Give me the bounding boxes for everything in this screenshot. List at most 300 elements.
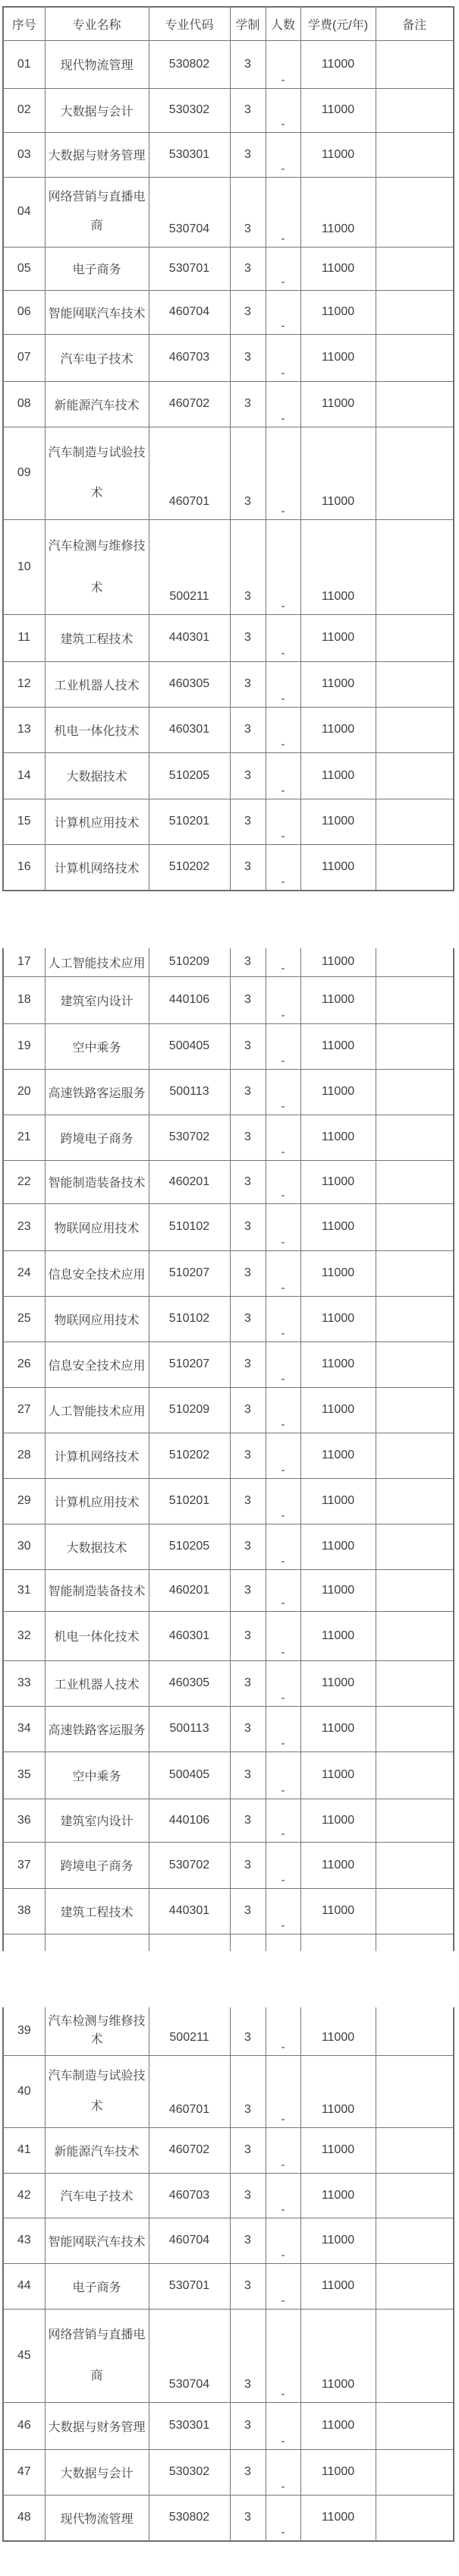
cell-note <box>376 1069 454 1115</box>
table-row <box>3 2495 454 2541</box>
cell-index: 20 <box>3 1069 45 1115</box>
header-cell-count: 人数 <box>266 7 300 40</box>
table-row <box>3 707 454 752</box>
cell-fee: 11000 <box>300 614 376 661</box>
dash-placeholder: - <box>281 2158 285 2171</box>
cell-duration: 3 <box>230 1524 266 1569</box>
dash-placeholder: - <box>281 1691 285 1704</box>
cell-count <box>266 427 300 519</box>
dash-placeholder: - <box>281 1235 285 1249</box>
cell-index: 26 <box>3 1342 45 1387</box>
dash-placeholder: - <box>281 1417 285 1431</box>
cell-fee: 11000 <box>300 1342 376 1387</box>
table-row <box>3 1751 454 1799</box>
cell-fee: 11000 <box>300 2007 376 2055</box>
cell-fee: 11000 <box>300 1069 376 1115</box>
cell-fee: 11000 <box>300 2449 376 2495</box>
cell-count <box>266 1799 300 1842</box>
cell-major-code: 510209 <box>149 1387 230 1433</box>
cell-major-name: 人工智能技术应用 <box>45 948 149 976</box>
cell-fee: 11000 <box>300 519 376 614</box>
cell-duration: 3 <box>230 707 266 752</box>
cell-fee: 11000 <box>300 2055 376 2127</box>
table-row <box>3 1660 454 1706</box>
cell-note <box>376 334 454 381</box>
cell-note <box>376 1387 454 1433</box>
cell-duration: 3 <box>230 2449 266 2495</box>
table-row <box>3 1569 454 1611</box>
cell-note <box>376 1296 454 1342</box>
cell-index: 01 <box>3 40 45 88</box>
table-row <box>3 799 454 844</box>
cell-duration: 3 <box>230 177 266 247</box>
cell-fee: 11000 <box>300 290 376 334</box>
dash-placeholder: - <box>281 504 285 518</box>
cell-major-code <box>149 1934 230 1951</box>
cell-note <box>376 976 454 1023</box>
dash-placeholder: - <box>281 1783 285 1797</box>
cell-index: 30 <box>3 1524 45 1569</box>
cell-duration: 3 <box>230 1706 266 1751</box>
cell-count <box>266 1934 300 1951</box>
cell-note <box>376 2127 454 2173</box>
majors-table-part-3 <box>2 2007 454 2542</box>
dash-placeholder: - <box>281 1509 285 1522</box>
cell-duration: 3 <box>230 1842 266 1888</box>
cell-count <box>266 661 300 707</box>
cell-note <box>376 707 454 752</box>
table-row <box>3 2055 454 2127</box>
cell-note <box>376 2263 454 2309</box>
cell-duration: 3 <box>230 1115 266 1160</box>
cell-major-name: 计算机网络技术 <box>45 844 149 891</box>
cell-note <box>376 752 454 799</box>
cell-major-code: 500113 <box>149 1069 230 1115</box>
cell-duration: 3 <box>230 381 266 427</box>
table-header <box>3 7 454 40</box>
cell-index: 11 <box>3 614 45 661</box>
cell-fee <box>300 1934 376 1951</box>
cell-major-name: 新能源汽车技术 <box>45 381 149 427</box>
cell-note <box>376 2007 454 2055</box>
cell-note <box>376 844 454 891</box>
cell-count <box>266 1751 300 1799</box>
cell-index: 24 <box>3 1250 45 1296</box>
cell-major-name: 电子商务 <box>45 2263 149 2309</box>
cell-index: 15 <box>3 799 45 844</box>
cell-index: 33 <box>3 1660 45 1706</box>
dash-placeholder: - <box>281 784 285 797</box>
cell-note <box>376 1706 454 1751</box>
table-row <box>3 661 454 707</box>
table-row <box>3 1250 454 1296</box>
header-cell-duration: 学制 <box>230 7 266 40</box>
cell-major-code: 510202 <box>149 844 230 891</box>
cell-index: 44 <box>3 2263 45 2309</box>
cell-fee: 11000 <box>300 2127 376 2173</box>
dash-placeholder: - <box>281 411 285 425</box>
cell-count <box>266 132 300 177</box>
majors-table-part-2 <box>2 948 454 1951</box>
cell-fee: 11000 <box>300 844 376 891</box>
cell-fee: 11000 <box>300 334 376 381</box>
cell-duration: 3 <box>230 1296 266 1342</box>
cell-note <box>376 1842 454 1888</box>
cell-major-name: 汽车检测与维修技术 <box>45 2007 149 2055</box>
header-cell-major-name: 专业名称 <box>45 7 149 40</box>
cell-count <box>266 1524 300 1569</box>
cell-major-name: 网络营销与直播电商 <box>45 177 149 247</box>
cell-index: 22 <box>3 1160 45 1203</box>
cell-index: 12 <box>3 661 45 707</box>
cell-duration: 3 <box>230 661 266 707</box>
cell-major-code: 510207 <box>149 1250 230 1296</box>
cell-major-code: 460701 <box>149 2055 230 2127</box>
cell-duration: 3 <box>230 1433 266 1478</box>
dash-placeholder: - <box>281 646 285 660</box>
cell-count <box>266 2309 300 2402</box>
cell-fee: 11000 <box>300 427 376 519</box>
cell-index: 41 <box>3 2127 45 2173</box>
cell-duration: 3 <box>230 2495 266 2541</box>
cell-major-name: 大数据与财务管理 <box>45 2402 149 2449</box>
cell-note <box>376 1433 454 1478</box>
cell-count <box>266 88 300 132</box>
cell-duration: 3 <box>230 1611 266 1660</box>
dash-placeholder: - <box>281 692 285 705</box>
cell-duration: 3 <box>230 88 266 132</box>
cell-count <box>266 1706 300 1751</box>
cell-index: 05 <box>3 247 45 290</box>
cell-index <box>3 1934 45 1951</box>
cell-count <box>266 519 300 614</box>
cell-count <box>266 707 300 752</box>
dash-placeholder: - <box>281 1827 285 1840</box>
cell-major-code: 460305 <box>149 661 230 707</box>
cell-major-code: 500113 <box>149 1706 230 1751</box>
cell-duration: 3 <box>230 1751 266 1799</box>
cell-major-name <box>45 1934 149 1951</box>
table-row <box>3 40 454 88</box>
cell-note <box>376 1478 454 1524</box>
cell-fee: 11000 <box>300 2263 376 2309</box>
cell-duration: 3 <box>230 799 266 844</box>
cell-duration: 3 <box>230 2055 266 2127</box>
cell-duration: 3 <box>230 427 266 519</box>
cell-duration: 3 <box>230 334 266 381</box>
table-row <box>3 1842 454 1888</box>
cell-count <box>266 2495 300 2541</box>
cell-index: 27 <box>3 1387 45 1433</box>
cell-note <box>376 1115 454 1160</box>
table-row <box>3 177 454 247</box>
cell-fee: 11000 <box>300 1250 376 1296</box>
cell-duration: 3 <box>230 1342 266 1387</box>
cell-fee: 11000 <box>300 1799 376 1842</box>
cell-fee: 11000 <box>300 2173 376 2218</box>
dash-placeholder: - <box>281 2040 285 2054</box>
cell-fee: 11000 <box>300 177 376 247</box>
header-cell-major-code: 专业代码 <box>149 7 230 40</box>
cell-major-name: 建筑室内设计 <box>45 976 149 1023</box>
cell-fee: 11000 <box>300 2402 376 2449</box>
cell-note <box>376 2402 454 2449</box>
cell-count <box>266 381 300 427</box>
cell-fee: 11000 <box>300 1115 376 1160</box>
table-row <box>3 752 454 799</box>
cell-index: 03 <box>3 132 45 177</box>
dash-placeholder: - <box>281 1145 285 1159</box>
cell-major-name: 信息安全技术应用 <box>45 1250 149 1296</box>
cell-index: 31 <box>3 1569 45 1611</box>
table-row <box>3 1203 454 1250</box>
cell-index: 42 <box>3 2173 45 2218</box>
cell-major-name: 智能制造装备技术 <box>45 1160 149 1203</box>
cell-note <box>376 1799 454 1842</box>
cell-count <box>266 1115 300 1160</box>
header-row <box>3 7 454 40</box>
cell-index: 34 <box>3 1706 45 1751</box>
cell-count <box>266 1250 300 1296</box>
cell-count <box>266 1387 300 1433</box>
cell-duration: 3 <box>230 844 266 891</box>
cell-fee: 11000 <box>300 1296 376 1342</box>
cell-count <box>266 2449 300 2495</box>
cell-major-code: 440301 <box>149 614 230 661</box>
cell-index: 06 <box>3 290 45 334</box>
cell-major-name: 跨境电子商务 <box>45 1115 149 1160</box>
cell-duration: 3 <box>230 132 266 177</box>
cell-index: 39 <box>3 2007 45 2055</box>
cell-major-name: 现代物流管理 <box>45 40 149 88</box>
dash-placeholder: - <box>281 275 285 288</box>
cell-major-code: 460703 <box>149 2173 230 2218</box>
cell-fee: 11000 <box>300 1842 376 1888</box>
cell-duration: 3 <box>230 2127 266 2173</box>
cell-major-name: 大数据技术 <box>45 752 149 799</box>
cell-fee: 11000 <box>300 1611 376 1660</box>
cell-major-name: 大数据与会计 <box>45 88 149 132</box>
cell-index: 46 <box>3 2402 45 2449</box>
cell-note <box>376 381 454 427</box>
cell-major-name: 机电一体化技术 <box>45 1611 149 1660</box>
cell-note <box>376 177 454 247</box>
cell-major-code: 440106 <box>149 1799 230 1842</box>
cell-major-code: 460301 <box>149 1611 230 1660</box>
table-row <box>3 844 454 891</box>
header-cell-note: 备注 <box>376 7 454 40</box>
cell-note <box>376 1023 454 1069</box>
dash-placeholder: - <box>281 829 285 843</box>
cell-major-code: 460703 <box>149 334 230 381</box>
dash-placeholder: - <box>281 1281 285 1294</box>
cell-duration: 3 <box>230 1569 266 1611</box>
cell-duration: 3 <box>230 1023 266 1069</box>
table-row <box>3 2263 454 2309</box>
cell-major-code: 460201 <box>149 1569 230 1611</box>
cell-fee: 11000 <box>300 1888 376 1934</box>
cell-fee: 11000 <box>300 1569 376 1611</box>
dash-placeholder: - <box>281 1188 285 1202</box>
cell-count <box>266 1296 300 1342</box>
cell-major-code: 510205 <box>149 1524 230 1569</box>
table-row <box>3 2309 454 2402</box>
cell-count <box>266 1433 300 1478</box>
dash-placeholder: - <box>281 1054 285 1067</box>
cell-note <box>376 2449 454 2495</box>
cell-note <box>376 519 454 614</box>
table-row <box>3 1433 454 1478</box>
dash-placeholder: - <box>281 599 285 613</box>
cell-index: 28 <box>3 1433 45 1478</box>
cell-fee: 11000 <box>300 1433 376 1478</box>
cell-fee: 11000 <box>300 2309 376 2402</box>
cell-fee: 11000 <box>300 752 376 799</box>
cell-note <box>376 1160 454 1203</box>
cell-index: 10 <box>3 519 45 614</box>
cell-count <box>266 1888 300 1934</box>
cell-major-name: 汽车检测与维修技术 <box>45 519 149 614</box>
page-break-gap <box>0 1951 459 2007</box>
cell-note <box>376 1524 454 1569</box>
cell-index: 36 <box>3 1799 45 1842</box>
cell-major-name: 物联网应用技术 <box>45 1203 149 1250</box>
table-row <box>3 2402 454 2449</box>
cell-major-code: 510209 <box>149 948 230 976</box>
dash-placeholder: - <box>281 73 285 87</box>
table-row <box>3 2173 454 2218</box>
cell-fee: 11000 <box>300 1023 376 1069</box>
table-row <box>3 1611 454 1660</box>
cell-count <box>266 2173 300 2218</box>
cell-major-code: 460704 <box>149 2218 230 2263</box>
cell-duration: 3 <box>230 2173 266 2218</box>
table-row <box>3 1023 454 1069</box>
cell-index: 18 <box>3 976 45 1023</box>
table-row <box>3 2449 454 2495</box>
header-cell-index: 序号 <box>3 7 45 40</box>
cell-major-name: 计算机网络技术 <box>45 1433 149 1478</box>
cell-fee: 11000 <box>300 661 376 707</box>
cell-note <box>376 2218 454 2263</box>
cell-fee: 11000 <box>300 381 376 427</box>
cell-major-code: 530702 <box>149 1115 230 1160</box>
cell-fee: 11000 <box>300 948 376 976</box>
cell-index: 19 <box>3 1023 45 1069</box>
cell-count <box>266 1611 300 1660</box>
cell-major-name: 空中乘务 <box>45 1023 149 1069</box>
cell-note <box>376 1888 454 1934</box>
cell-duration: 3 <box>230 519 266 614</box>
cell-major-code: 460702 <box>149 381 230 427</box>
cell-note <box>376 132 454 177</box>
dash-placeholder: - <box>281 2480 285 2493</box>
cell-index: 14 <box>3 752 45 799</box>
table-row <box>3 381 454 427</box>
cell-duration: 3 <box>230 290 266 334</box>
table-row <box>3 290 454 334</box>
cell-major-code: 530302 <box>149 2449 230 2495</box>
dash-placeholder: - <box>281 117 285 131</box>
cell-duration: 3 <box>230 752 266 799</box>
cell-count <box>266 976 300 1023</box>
cell-index: 13 <box>3 707 45 752</box>
cell-major-name: 高速铁路客运服务 <box>45 1069 149 1115</box>
cell-major-name: 计算机应用技术 <box>45 1478 149 1524</box>
cell-index: 29 <box>3 1478 45 1524</box>
cell-major-name: 建筑工程技术 <box>45 1888 149 1934</box>
cell-count <box>266 1569 300 1611</box>
header-cell-fee: 学费(元/年) <box>300 7 376 40</box>
cell-index: 04 <box>3 177 45 247</box>
dash-placeholder: - <box>281 1596 285 1610</box>
page-break-gap <box>0 891 459 948</box>
dash-placeholder: - <box>281 162 285 175</box>
cell-major-name: 汽车制造与试验技术 <box>45 2055 149 2127</box>
cell-major-name: 智能制造装备技术 <box>45 1569 149 1611</box>
table-row <box>3 614 454 661</box>
cell-index: 37 <box>3 1842 45 1888</box>
cell-major-name: 大数据与会计 <box>45 2449 149 2495</box>
cell-major-name: 信息安全技术应用 <box>45 1342 149 1387</box>
cell-note <box>376 2495 454 2541</box>
dash-placeholder: - <box>281 1372 285 1386</box>
table-row <box>3 1160 454 1203</box>
cell-major-code: 530301 <box>149 2402 230 2449</box>
dash-placeholder: - <box>281 1554 285 1568</box>
cell-major-code: 510201 <box>149 799 230 844</box>
cell-major-code: 530802 <box>149 2495 230 2541</box>
cell-index: 43 <box>3 2218 45 2263</box>
table-row <box>3 88 454 132</box>
table-row <box>3 1115 454 1160</box>
dash-placeholder: - <box>281 875 285 888</box>
cell-major-code: 530704 <box>149 177 230 247</box>
cell-count <box>266 2007 300 2055</box>
cell-note <box>376 247 454 290</box>
cell-count <box>266 1203 300 1250</box>
cell-note <box>376 427 454 519</box>
cell-note <box>376 1203 454 1250</box>
cell-major-code: 530302 <box>149 88 230 132</box>
cell-fee: 11000 <box>300 799 376 844</box>
cell-index: 02 <box>3 88 45 132</box>
dash-placeholder: - <box>281 1463 285 1477</box>
table-row <box>3 1478 454 1524</box>
cell-major-name: 机电一体化技术 <box>45 707 149 752</box>
cell-count <box>266 948 300 976</box>
cell-major-code: 500405 <box>149 1751 230 1799</box>
cell-major-name: 跨境电子商务 <box>45 1842 149 1888</box>
cell-fee: 11000 <box>300 88 376 132</box>
dash-placeholder: - <box>281 1873 285 1887</box>
cell-note <box>376 2309 454 2402</box>
bottom-whitespace <box>0 2542 459 2576</box>
dash-placeholder: - <box>281 2248 285 2262</box>
table-row <box>3 427 454 519</box>
cell-duration: 3 <box>230 2263 266 2309</box>
cell-note <box>376 2173 454 2218</box>
cell-major-name: 汽车制造与试验技术 <box>45 427 149 519</box>
cell-duration: 3 <box>230 976 266 1023</box>
cell-index: 45 <box>3 2309 45 2402</box>
dash-placeholder: - <box>281 1099 285 1113</box>
table-row <box>3 519 454 614</box>
cell-major-name: 工业机器人技术 <box>45 661 149 707</box>
cell-note <box>376 88 454 132</box>
cell-fee: 11000 <box>300 2218 376 2263</box>
cell-count <box>266 40 300 88</box>
